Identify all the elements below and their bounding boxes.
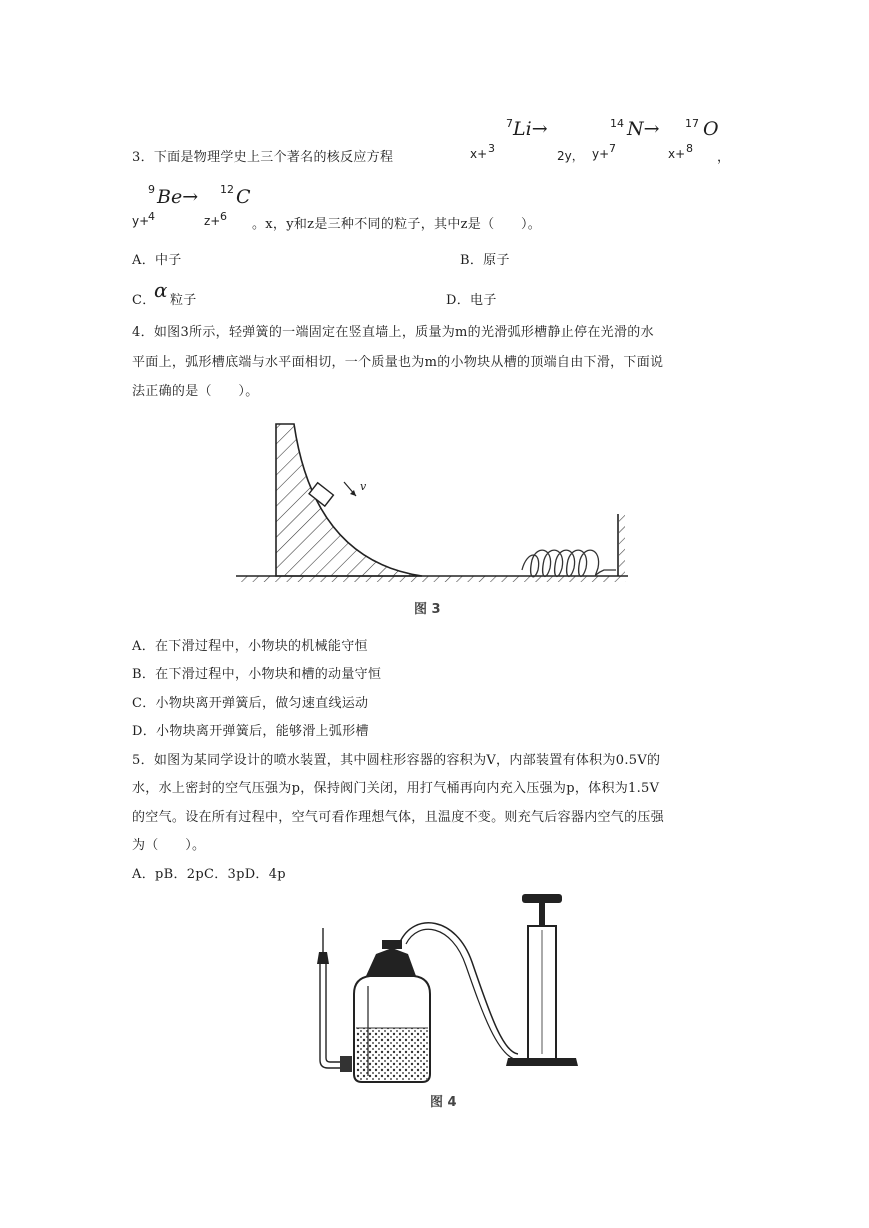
q4-option-d: D．小物块离开弹簧后，能够滑上弧形槽 xyxy=(132,724,369,739)
nozzle xyxy=(317,952,329,964)
cap-knob xyxy=(382,940,402,949)
q3-intro: 3．下面是物理学史上三个著名的核反应方程 xyxy=(132,150,394,165)
water xyxy=(356,1028,428,1080)
q3-comma: ， xyxy=(717,150,731,165)
q3-c-symbol: C xyxy=(236,186,251,208)
figure-4 xyxy=(296,882,586,1117)
q3-option-d: D．电子 xyxy=(446,293,497,308)
q5-stem-line-4: 为（ ）。 xyxy=(132,838,206,853)
q3-o-mass: 17 xyxy=(685,117,699,130)
q4-stem-line-2: 平面上，弧形槽底端与水平面相切，一个质量也为m的小物块从槽的顶端自由下滑，下面说 xyxy=(132,355,664,370)
q3-be-symbol: Be→ xyxy=(157,186,199,208)
q3-n-charge: 7 xyxy=(609,142,616,155)
velocity-label: v xyxy=(360,480,367,493)
pump-base xyxy=(506,1058,578,1066)
q3-x-plus: x+ xyxy=(470,147,488,161)
spray-pipe xyxy=(320,964,348,1068)
q5-stem-line-1: 5．如图为某同学设计的喷水装置，其中圆柱形容器的容积为V，内部装置有体积为0.5V的 xyxy=(132,753,661,768)
q3-option-b: B．原子 xyxy=(460,253,510,268)
arc-trough xyxy=(276,424,422,576)
q3-option-c-prefix: C． xyxy=(132,293,156,308)
figure-3-caption: 图 3 xyxy=(414,602,441,617)
q3-y-plus-2: y+ xyxy=(132,214,150,228)
figure-3 xyxy=(232,410,638,625)
pump-rod xyxy=(539,902,545,926)
container-cap xyxy=(366,948,416,976)
q3-li-symbol: Li→ xyxy=(513,118,548,140)
q3-option-c-alpha: α xyxy=(154,278,168,302)
q4-option-c: C．小物块离开弹簧后，做匀速直线运动 xyxy=(132,696,369,711)
q4-stem-line-1: 4．如图3所示，轻弹簧的一端固定在竖直墙上，质量为m的光滑弧形槽静止停在光滑的水 xyxy=(132,325,654,340)
q3-n-mass: 14 xyxy=(610,117,624,130)
valve xyxy=(340,1056,352,1072)
q3-option-c-suffix: 粒子 xyxy=(170,293,197,308)
q3-tail: 。x，y和z是三种不同的粒子，其中z是（ ）。 xyxy=(252,217,542,232)
q4-option-a: A．在下滑过程中，小物块的机械能守恒 xyxy=(132,639,368,654)
q3-c-mass: 12 xyxy=(220,183,234,196)
q3-be-charge: 4 xyxy=(148,210,155,223)
wall-hatching xyxy=(619,514,625,576)
q3-o-charge: 8 xyxy=(686,142,693,155)
q3-x-plus-2: x+ xyxy=(668,147,686,161)
spring xyxy=(522,550,616,577)
q5-stem-line-3: 的空气。设在所有过程中，空气可看作理想气体，且温度不变。则充气后容器内空气的压强 xyxy=(132,810,665,825)
q3-two-y: 2y， xyxy=(557,149,584,163)
q3-option-a: A．中子 xyxy=(132,253,182,268)
q3-li-charge: 3 xyxy=(488,142,495,155)
q3-n-symbol: N→ xyxy=(627,118,660,140)
q4-option-b: B．在下滑过程中，小物块和槽的动量守恒 xyxy=(132,667,382,682)
q3-c-charge: 6 xyxy=(220,210,227,223)
q3-z-plus: z+ xyxy=(204,214,221,228)
q5-options: A．pB．2pC．3pD．4p xyxy=(132,867,286,882)
q3-be-mass: 9 xyxy=(148,183,155,196)
ground-hatching xyxy=(238,576,626,582)
figure-4-caption: 图 4 xyxy=(430,1095,457,1110)
pump-handle xyxy=(522,894,562,903)
q4-stem-line-3: 法正确的是（ ）。 xyxy=(132,384,259,399)
q3-o-symbol: O xyxy=(703,118,719,140)
q5-stem-line-2: 水，水上密封的空气压强为p，保持阀门关闭，用打气桶再向内充入压强为p，体积为1.5V xyxy=(132,781,660,796)
q3-y-plus-1: y+ xyxy=(592,147,610,161)
q3-li-mass: 7 xyxy=(506,117,513,130)
